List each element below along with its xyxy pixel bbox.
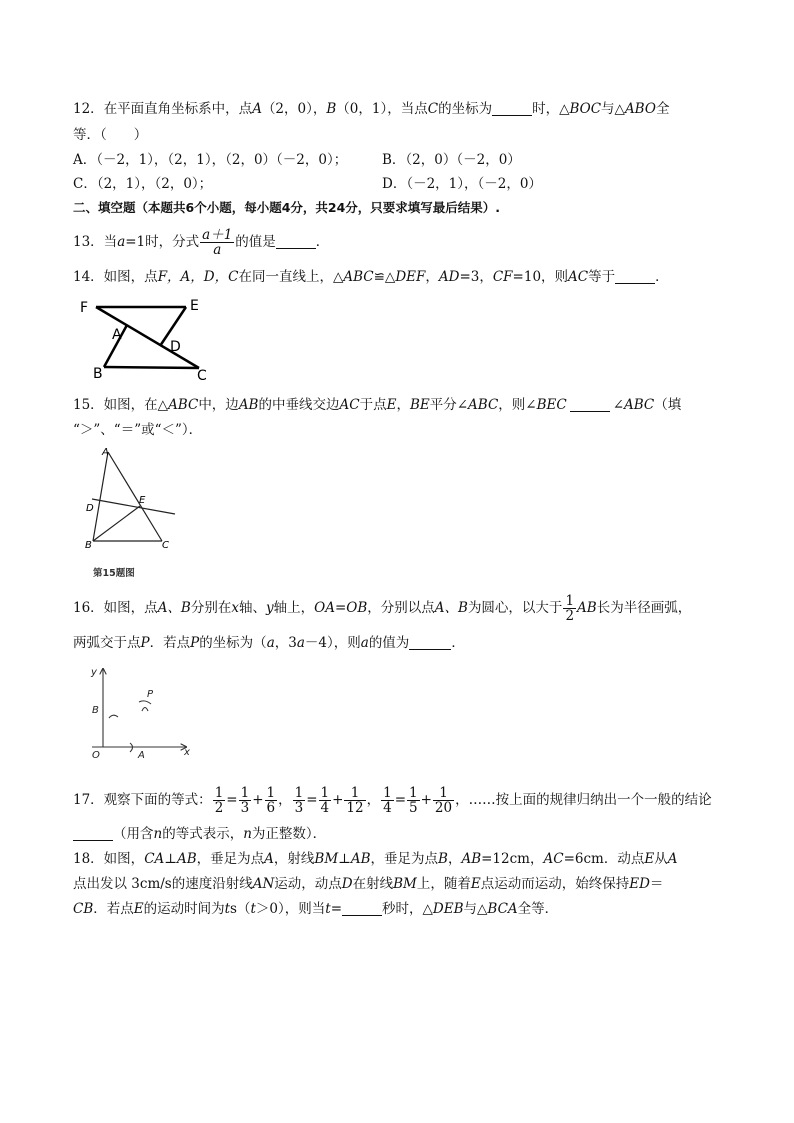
answer-blank [342, 901, 382, 916]
equation-1: $\frac{1}{2}$ = $\frac{1}{3}$ + $\frac{1}{6}$ [214, 785, 276, 816]
answer-blank [492, 101, 532, 116]
answer-blank [73, 826, 113, 841]
q17-line1: 17．观察下面的等式： $\frac{1}{2}$ = $\frac{1}{3}$ + $\frac{1}{6}$ ， $\frac{1}{3}$ = $\frac{1}{4}$ + $\frac{1}{12}$ ， $\frac{1}{4}$ = $\frac{1}{5}$ + $\frac{1}{20}$ ，……按上面的规律归纳出一个一般的结论 [73, 785, 712, 816]
perpendicular-bisector [92, 499, 175, 514]
label-b: B [93, 366, 103, 382]
q16-line1: 16．如图，点A、B分别在x轴、y轴上，OA=OB，分别以点A、B为圆心，以大于 $\frac{1}{2}$ AB长为半径画弧， [73, 593, 692, 624]
label-b: B [92, 705, 99, 716]
arc-p-lower [142, 708, 148, 712]
label-d: D [86, 503, 94, 514]
equation-3: $\frac{1}{4}$ = $\frac{1}{5}$ + $\frac{1}{20}$ [383, 785, 453, 816]
q15-figure [80, 444, 190, 584]
label-o: O [92, 750, 100, 761]
q17-line2: （用含n的等式表示，n为正整数）． [73, 825, 326, 843]
arc-at-b [109, 715, 118, 718]
answer-blank [570, 397, 610, 412]
q18-line3: CB．若点E的运动时间为ts（t＞0），则当t= 秒时，△DEB与△BCA全等． [73, 901, 559, 917]
segment-bc [104, 367, 199, 368]
segment-be [93, 506, 140, 541]
q15-line2: “＞”、“＝”或“＜”）． [73, 422, 203, 438]
answer-blank [276, 234, 316, 249]
answer-blank [615, 269, 655, 284]
q12-option-c: C．（2，1），（2，0）； [73, 176, 213, 192]
q16-line2: 两弧交于点P．若点P的坐标为（a，3a－4），则a的值为 ． [73, 635, 465, 651]
label-c: C [162, 540, 169, 551]
q12-option-d: D．（－2，1），（－2，0） [382, 176, 542, 192]
label-x: x [184, 747, 190, 758]
arc-p-upper [139, 701, 151, 704]
label-b: B [85, 540, 92, 551]
label-y: y [91, 667, 97, 678]
fraction: $\frac{a+1}{a}$ [202, 227, 233, 258]
q12-line1: 12．在平面直角坐标系中，点A（2，0），B（0，1），当点C的坐标为 时，△BOC与△ABO全 [73, 101, 670, 117]
q12-option-b: B．（2，0）（－2，0） [382, 152, 521, 168]
q15-line1: 15．如图，在△ABC中，边AB的中垂线交边AC于点E，BE平分∠ABC，则∠BEC ∠ABC（填 [73, 397, 682, 413]
q14-figure [74, 294, 214, 384]
q12-line2: 等．（ ） [73, 127, 148, 143]
label-p: P [147, 689, 154, 700]
q12-option-a: A．（－2，1），（2，1），（2，0）（－2，0）； [73, 152, 348, 168]
label-a: A [102, 447, 109, 458]
label-a: A [112, 327, 122, 343]
section-heading: 二、填空题（本题共6个小题，每小题4分，共24分，只要求填写最后结果）. [73, 200, 501, 215]
equation-2: $\frac{1}{3}$ = $\frac{1}{4}$ + $\frac{1}{12}$ [294, 785, 364, 816]
figure-caption: 第15题图 [93, 568, 135, 579]
q18-line1: 18．如图，CA⊥AB，垂足为点A，射线BM⊥AB，垂足为点B，AB=12cm，AC=6cm．动点E从A [73, 851, 678, 867]
segment-ac [108, 452, 162, 541]
fraction: $\frac{1}{2}$ [565, 593, 575, 624]
label-d: D [170, 339, 181, 355]
label-a: A [138, 750, 145, 761]
label-e: E [190, 298, 199, 314]
answer-blank [409, 635, 451, 650]
q18-line2: 点出发以 3cm/s的速度沿射线AN运动，动点D在射线BM上，随着E点运动而运动，始终保持ED＝ [73, 876, 664, 892]
q13: 13．当a=1时，分式 $\frac{a+1}{a}$ 的值是 ． [73, 227, 330, 258]
q14: 14．如图，点F，A，D，C在同一直线上，△ABC≌△DEF，AD=3，CF=10，则AC等于 ． [73, 269, 669, 285]
label-c: C [197, 368, 207, 384]
label-f: F [80, 300, 89, 316]
label-e: E [139, 495, 146, 506]
q16-figure [82, 662, 197, 764]
segment-ab [93, 452, 108, 541]
